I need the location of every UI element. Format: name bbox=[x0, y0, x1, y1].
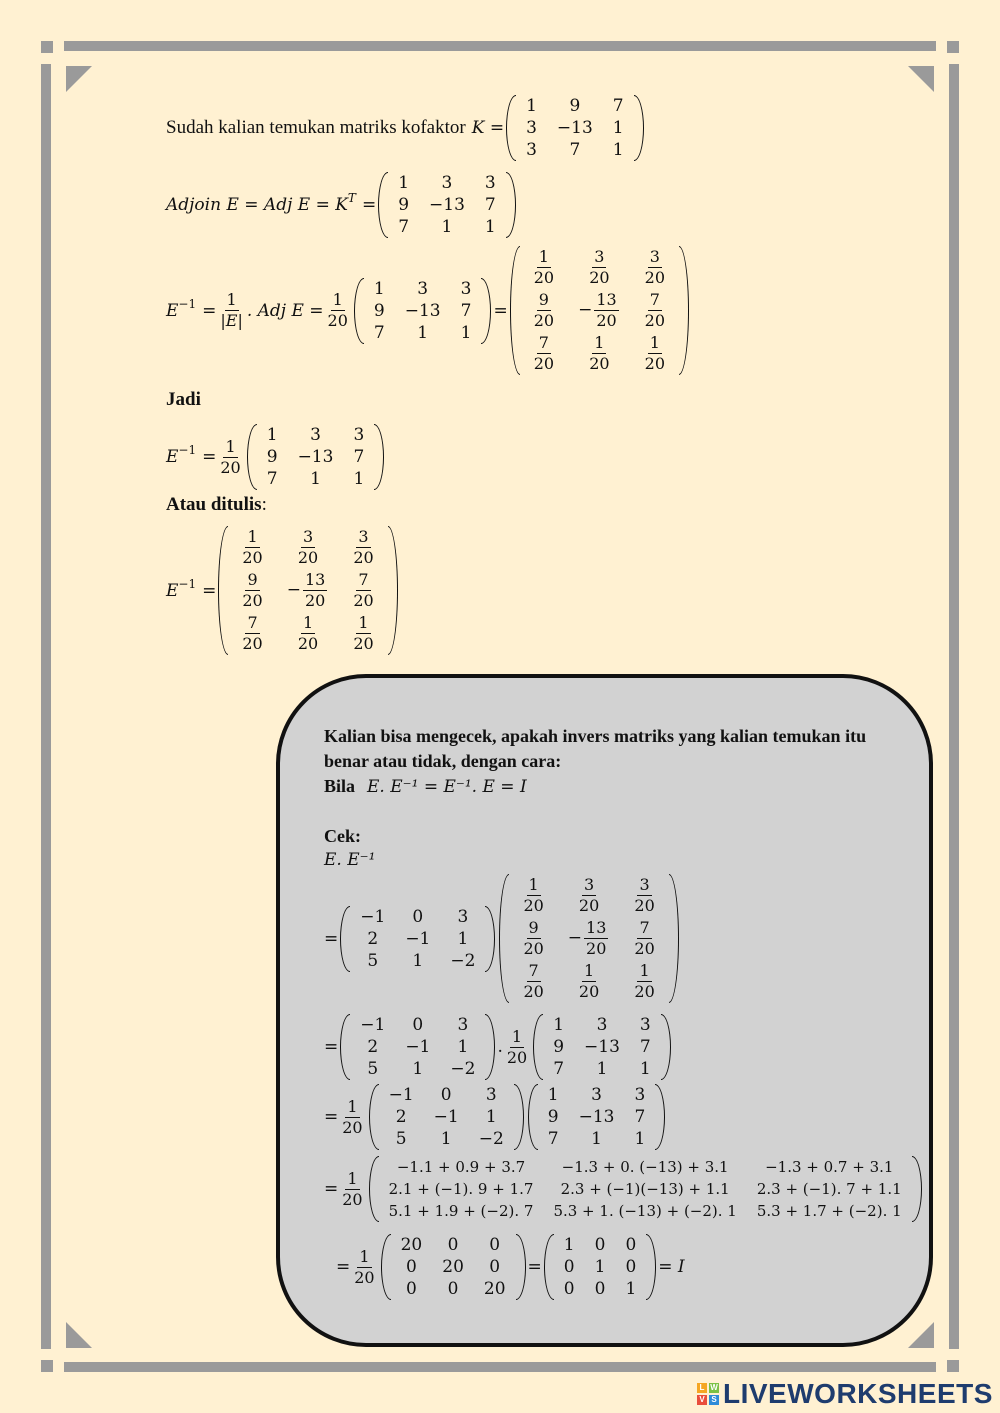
atau-expression bbox=[166, 526, 400, 655]
fraction-cell: $\frac{7}{20}$ bbox=[533, 333, 555, 373]
matrix-cell: 5.1 + 1.9 + (−2). 7 bbox=[388, 1202, 534, 1220]
matrix-cell: −1 bbox=[433, 1107, 459, 1127]
adjoin-matrix bbox=[378, 172, 516, 238]
matrix-cell: 3 bbox=[526, 118, 537, 138]
transpose-sup: T bbox=[347, 191, 356, 205]
matrix-cell: 0 bbox=[625, 1235, 637, 1255]
matrix-cell: 2 bbox=[367, 1037, 379, 1057]
matrix-cell: 7 bbox=[569, 140, 581, 160]
frame-top bbox=[64, 41, 936, 51]
matrix-cell: 1 bbox=[457, 928, 469, 949]
matrix-cell: 1 bbox=[460, 322, 472, 343]
frame-bottom bbox=[64, 1362, 936, 1372]
fraction-cell: $\frac{3}{20}$ bbox=[297, 527, 319, 567]
matrix-cell: 1 bbox=[526, 96, 537, 116]
matrix-cell: 1 bbox=[594, 1257, 606, 1277]
jadi-sup: −1 bbox=[178, 443, 197, 457]
matrix-cell: 1 bbox=[553, 1015, 565, 1035]
matrix-cell: 1 bbox=[484, 217, 496, 237]
fraction-cell: $\frac{1}{20}$ bbox=[297, 613, 319, 653]
check-box bbox=[276, 674, 933, 1347]
matrix-cell: −13 bbox=[578, 1107, 615, 1127]
fraction-cell: $\frac{1}{20}$ bbox=[644, 333, 666, 373]
atau-frac-matrix bbox=[218, 526, 397, 655]
step-3-fraction: $\frac{1}{20}$ bbox=[342, 1096, 363, 1137]
matrix-cell: 1 bbox=[398, 173, 410, 193]
matrix-cell: 7 bbox=[612, 96, 624, 116]
step-4-eq: = bbox=[324, 1179, 339, 1199]
matrix-cell: 3 bbox=[485, 1085, 497, 1105]
box-line-1: Kalian bisa mengecek, apakah invers matriks yang kalian temukan itu bbox=[324, 726, 867, 746]
step-3-eq: = bbox=[324, 1107, 339, 1127]
step-2-eq: = bbox=[324, 1037, 339, 1057]
matrix-cell: 3 bbox=[457, 1015, 469, 1035]
matrix-cell: −13 bbox=[429, 195, 465, 215]
matrix-cell: 7 bbox=[373, 322, 385, 343]
matrix-cell: 2 bbox=[395, 1107, 407, 1127]
matrix-cell: 5.3 + 1. (−13) + (−2). 1 bbox=[553, 1202, 737, 1220]
matrix-cell: 9 bbox=[373, 300, 385, 321]
fraction-cell: $\frac{7}{20}$ bbox=[242, 613, 263, 653]
matrix-cell: 1 bbox=[591, 1129, 602, 1149]
matrix-cell: 9 bbox=[398, 195, 410, 215]
E-inverse-frac-matrix bbox=[499, 874, 678, 1003]
matrix-cell: 3 bbox=[353, 425, 365, 445]
fraction-cell: − $\frac{13}{20}$ bbox=[578, 290, 617, 330]
fraction-cell: $\frac{3}{20}$ bbox=[578, 875, 600, 915]
matrix-cell: 1 bbox=[440, 1129, 452, 1149]
fraction-cell: $\frac{7}{20}$ bbox=[644, 290, 666, 330]
matrix-cell: 20 bbox=[400, 1235, 423, 1255]
matrix-cell: 0 bbox=[594, 1235, 606, 1255]
fraction-cell: $\frac{1}{20}$ bbox=[533, 247, 555, 287]
matrix-cell: 5 bbox=[367, 950, 379, 971]
matrix-cell: 3 bbox=[639, 1015, 651, 1035]
fraction-cell: $\frac{3}{20}$ bbox=[353, 527, 374, 567]
inverse-sup: −1 bbox=[178, 296, 197, 311]
matrix-cell: 7 bbox=[484, 195, 496, 215]
fraction-cell: $\frac{7}{20}$ bbox=[353, 570, 374, 610]
step-2-matrix bbox=[533, 1014, 671, 1080]
matrix-cell: 0 bbox=[563, 1279, 575, 1299]
matrix-cell: 0 bbox=[447, 1279, 459, 1299]
expanded-matrix bbox=[369, 1156, 922, 1222]
step-3-matrix bbox=[528, 1084, 666, 1150]
matrix-cell: 7 bbox=[460, 300, 472, 321]
fraction-1-over-20: $\frac{1}{20}$ bbox=[327, 290, 348, 330]
step-5-eq-2: = bbox=[527, 1257, 542, 1277]
cofactor-line bbox=[166, 95, 646, 161]
matrix-cell: 1 bbox=[612, 118, 624, 138]
jadi-matrix bbox=[247, 424, 385, 490]
frame-triangle bbox=[908, 1322, 934, 1348]
frame-corner bbox=[947, 1360, 959, 1372]
matrix-cell: 5.3 + 1.7 + (−2). 1 bbox=[756, 1202, 902, 1220]
E-matrix-3 bbox=[369, 1084, 524, 1150]
step-4-fraction: $\frac{1}{20}$ bbox=[342, 1168, 363, 1209]
matrix-cell: 1 bbox=[412, 950, 424, 971]
fraction-cell: − $\frac{13}{20}$ bbox=[567, 918, 607, 958]
fraction-1-over-det: $\frac{1}{|E|}$ bbox=[220, 290, 243, 330]
matrix-cell: 20 bbox=[442, 1257, 464, 1277]
matrix-cell: −1 bbox=[360, 1015, 386, 1035]
fraction-cell: $\frac{1}{20}$ bbox=[634, 961, 655, 1001]
matrix-cell: 1 bbox=[457, 1037, 469, 1057]
matrix-cell: 1 bbox=[353, 469, 365, 489]
atau-eq: = bbox=[202, 580, 217, 601]
matrix-cell: 1 bbox=[485, 1107, 497, 1127]
matrix-cell: 3 bbox=[460, 278, 472, 299]
step-5 bbox=[336, 1234, 685, 1300]
matrix-cell: −2 bbox=[450, 950, 476, 971]
atau-sup: −1 bbox=[178, 576, 197, 591]
jadi-line bbox=[166, 424, 386, 490]
adj-matrix bbox=[354, 278, 492, 344]
matrix-cell: −13 bbox=[297, 447, 334, 467]
matrix-cell: −1.3 + 0. (−13) + 3.1 bbox=[561, 1158, 729, 1176]
jadi-label: Jadi bbox=[166, 389, 201, 410]
logo-icon: L W V S bbox=[697, 1383, 719, 1405]
matrix-cell: −2 bbox=[450, 1059, 476, 1079]
step-5-fraction: $\frac{1}{20}$ bbox=[354, 1246, 375, 1287]
matrix-cell: −1.3 + 0.7 + 3.1 bbox=[765, 1158, 894, 1176]
matrix-cell: 9 bbox=[569, 96, 581, 116]
matrix-cell: 7 bbox=[634, 1107, 646, 1127]
matrix-cell: −13 bbox=[404, 300, 441, 321]
matrix-cell: 3 bbox=[526, 140, 537, 160]
matrix-cell: 3 bbox=[310, 425, 321, 445]
matrix-cell: 0 bbox=[563, 1257, 575, 1277]
frame-left bbox=[41, 64, 51, 1349]
step-2 bbox=[324, 1014, 673, 1080]
atau-label: Atau ditulis bbox=[166, 494, 262, 515]
matrix-cell: −1 bbox=[360, 906, 386, 927]
matrix-cell: 7 bbox=[398, 217, 410, 237]
E-matrix bbox=[340, 906, 495, 972]
jadi-lhs: E bbox=[166, 447, 179, 467]
inverse-mid: . Adj E = bbox=[246, 300, 324, 321]
cek-expression: E. E⁻¹ bbox=[324, 850, 376, 870]
fraction-cell: $\frac{3}{20}$ bbox=[634, 875, 655, 915]
frame-triangle bbox=[66, 1322, 92, 1348]
frame-corner bbox=[41, 41, 53, 53]
matrix-cell: −13 bbox=[556, 118, 593, 138]
matrix-cell: 9 bbox=[547, 1107, 559, 1127]
cofactor-matrix bbox=[506, 95, 644, 161]
matrix-cell: 7 bbox=[547, 1129, 559, 1149]
fraction-cell: $\frac{1}{20}$ bbox=[523, 875, 544, 915]
fraction-cell: $\frac{7}{20}$ bbox=[634, 918, 655, 958]
matrix-cell: 3 bbox=[457, 906, 469, 927]
atau-line bbox=[166, 494, 267, 516]
matrix-cell: 1 bbox=[625, 1279, 637, 1299]
matrix-cell: 7 bbox=[639, 1037, 651, 1057]
matrix-cell: 1 bbox=[563, 1235, 575, 1255]
matrix-cell: 0 bbox=[412, 906, 424, 927]
atau-lhs: E bbox=[166, 580, 179, 601]
fraction-cell: $\frac{9}{20}$ bbox=[533, 290, 555, 330]
fraction-cell: $\frac{9}{20}$ bbox=[523, 918, 544, 958]
matrix-cell: 0 bbox=[489, 1235, 501, 1255]
E-matrix-2 bbox=[340, 1014, 495, 1080]
matrix-cell: 3 bbox=[417, 278, 429, 299]
identity-matrix bbox=[544, 1234, 656, 1300]
matrix-cell: −1 bbox=[405, 928, 431, 949]
matrix-cell: 0 bbox=[440, 1085, 452, 1105]
matrix-cell: 7 bbox=[353, 447, 365, 467]
frame-triangle bbox=[66, 66, 92, 92]
liveworksheets-logo bbox=[697, 1378, 993, 1410]
step-2-fraction: $\frac{1}{20}$ bbox=[506, 1026, 528, 1067]
jadi-fraction: $\frac{1}{20}$ bbox=[220, 436, 241, 477]
jadi-eq: = bbox=[202, 447, 217, 467]
matrix-cell: −1 bbox=[388, 1085, 414, 1105]
cofactor-lhs: K = bbox=[471, 118, 505, 138]
inverse-eq-2: = bbox=[493, 300, 508, 321]
matrix-cell: 1 bbox=[639, 1059, 651, 1079]
frame-corner bbox=[41, 1360, 53, 1372]
inverse-line bbox=[166, 246, 691, 375]
bila-line bbox=[324, 776, 527, 797]
adjoin-eq: = bbox=[361, 195, 377, 215]
matrix-cell: 2 bbox=[367, 928, 379, 949]
matrix-cell: 0 bbox=[625, 1257, 637, 1277]
matrix-cell: 0 bbox=[406, 1279, 417, 1299]
matrix-cell: 3 bbox=[596, 1015, 608, 1035]
matrix-cell: 1 bbox=[441, 217, 453, 237]
fraction-cell: $\frac{9}{20}$ bbox=[242, 570, 263, 610]
matrix-cell: 1 bbox=[310, 469, 321, 489]
matrix-cell: 0 bbox=[406, 1257, 417, 1277]
step-4 bbox=[324, 1156, 924, 1222]
atau-colon: : bbox=[261, 494, 267, 515]
matrix-cell: 1 bbox=[373, 278, 385, 299]
step-2-dot: . bbox=[497, 1037, 503, 1057]
result-matrix bbox=[381, 1234, 526, 1300]
matrix-cell: 5 bbox=[395, 1129, 407, 1149]
matrix-cell: 1 bbox=[412, 1059, 424, 1079]
matrix-cell: 9 bbox=[266, 447, 278, 467]
matrix-cell: −1 bbox=[405, 1037, 431, 1057]
matrix-cell: 3 bbox=[634, 1085, 646, 1105]
fraction-cell: $\frac{3}{20}$ bbox=[644, 247, 666, 287]
inverse-lhs: E bbox=[166, 300, 179, 321]
matrix-cell: 7 bbox=[553, 1059, 565, 1079]
matrix-cell: 0 bbox=[594, 1279, 606, 1299]
fraction-cell: $\frac{1}{20}$ bbox=[353, 613, 374, 653]
step-3 bbox=[324, 1084, 667, 1150]
frame-corner bbox=[947, 41, 959, 53]
bila-label: Bila bbox=[324, 776, 356, 796]
fraction-cell: $\frac{3}{20}$ bbox=[589, 247, 610, 287]
matrix-cell: 3 bbox=[441, 173, 453, 193]
matrix-cell: −13 bbox=[584, 1037, 620, 1057]
step-1 bbox=[324, 874, 681, 1003]
matrix-cell: 1 bbox=[612, 140, 624, 160]
matrix-cell: 3 bbox=[591, 1085, 602, 1105]
cofactor-text: Sudah kalian temukan matriks kofaktor bbox=[166, 117, 466, 138]
inverse-frac-matrix bbox=[510, 246, 689, 375]
bila-expression: E. E⁻¹ = E⁻¹. E = I bbox=[367, 776, 527, 797]
fraction-cell: $\frac{1}{20}$ bbox=[589, 333, 610, 373]
matrix-cell: 20 bbox=[483, 1279, 506, 1299]
adjoin-line bbox=[166, 172, 518, 238]
matrix-cell: 1 bbox=[634, 1129, 646, 1149]
matrix-cell: 1 bbox=[417, 322, 429, 343]
fraction-cell: − $\frac{13}{20}$ bbox=[286, 570, 326, 610]
matrix-cell: 1 bbox=[266, 425, 278, 445]
identity-symbol: = I bbox=[658, 1257, 685, 1277]
inverse-eq: = bbox=[202, 300, 217, 321]
adjoin-lhs: Adjoin E = Adj E = K bbox=[166, 195, 348, 215]
step-1-eq: = bbox=[324, 928, 339, 949]
matrix-cell: 0 bbox=[489, 1257, 501, 1277]
frame-right bbox=[949, 64, 959, 1349]
matrix-cell: 2.1 + (−1). 9 + 1.7 bbox=[388, 1180, 534, 1198]
matrix-cell: 5 bbox=[367, 1059, 379, 1079]
matrix-cell: −1.1 + 0.9 + 3.7 bbox=[396, 1158, 526, 1176]
matrix-cell: 0 bbox=[447, 1235, 459, 1255]
frame-triangle bbox=[908, 66, 934, 92]
matrix-cell: 0 bbox=[412, 1015, 424, 1035]
fraction-cell: $\frac{1}{20}$ bbox=[578, 961, 600, 1001]
matrix-cell: 1 bbox=[547, 1085, 559, 1105]
matrix-cell: 9 bbox=[553, 1037, 565, 1057]
step-5-eq: = bbox=[336, 1257, 351, 1277]
fraction-cell: $\frac{7}{20}$ bbox=[523, 961, 544, 1001]
cek-label: Cek: bbox=[324, 826, 361, 846]
matrix-cell: 2.3 + (−1). 7 + 1.1 bbox=[756, 1180, 902, 1198]
matrix-cell: 1 bbox=[596, 1059, 608, 1079]
logo-text: LIVEWORKSHEETS bbox=[723, 1378, 993, 1409]
box-line-2: benar atau tidak, dengan cara: bbox=[324, 751, 562, 771]
matrix-cell: −2 bbox=[478, 1129, 504, 1149]
matrix-cell: 2.3 + (−1)(−13) + 1.1 bbox=[560, 1180, 730, 1198]
fraction-cell: $\frac{1}{20}$ bbox=[242, 527, 263, 567]
matrix-cell: 3 bbox=[484, 173, 496, 193]
matrix-cell: 7 bbox=[266, 469, 278, 489]
